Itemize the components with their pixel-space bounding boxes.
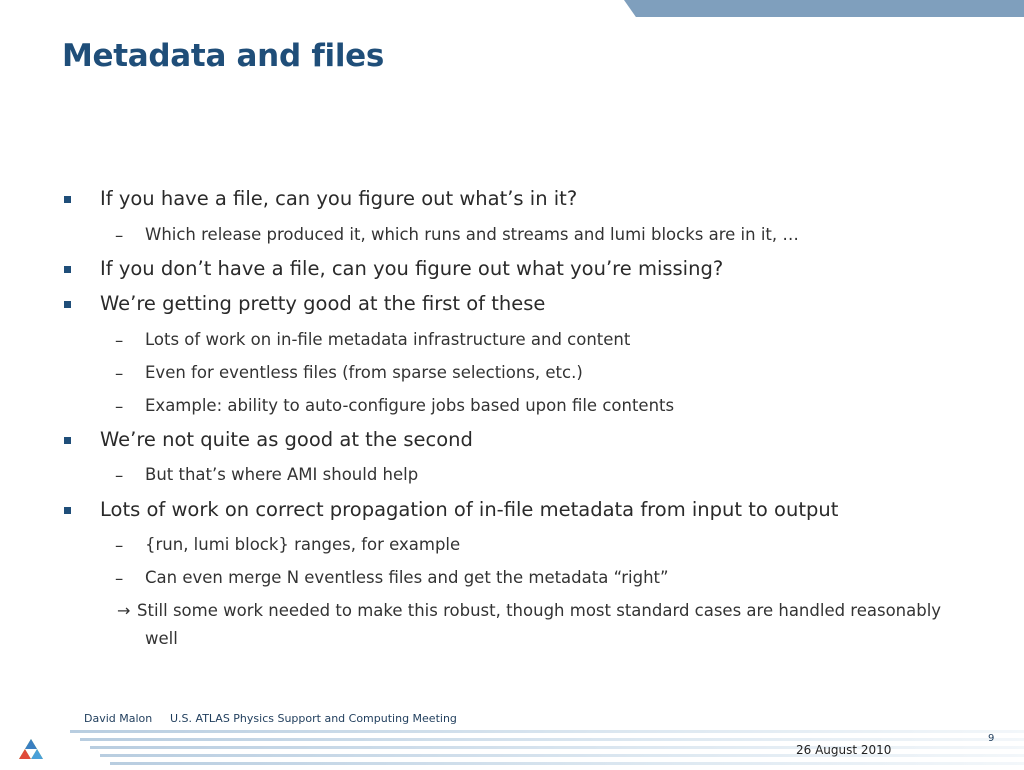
bullet-level1: If you have a file, can you figure out what’s in it? <box>100 187 578 210</box>
arrow-right-icon: → <box>117 601 131 620</box>
bullet-level3 <box>137 597 947 653</box>
bullet-level2: But that’s where AMI should help <box>145 465 419 484</box>
top-accent-bar <box>624 0 1024 17</box>
dash-bullet-icon: – <box>115 466 124 485</box>
bullet-level2: {run, lumi block} ranges, for example <box>145 535 461 554</box>
bullet-level2: Can even merge N eventless files and get the metadata “right” <box>145 568 669 587</box>
dash-bullet-icon: – <box>115 397 124 416</box>
dash-bullet-icon: – <box>115 536 124 555</box>
slide-title: Metadata and files <box>62 38 385 74</box>
dash-bullet-icon: – <box>115 569 124 588</box>
dash-bullet-icon: – <box>115 226 124 245</box>
page-number: 9 <box>988 733 995 744</box>
square-bullet-icon <box>64 507 71 514</box>
square-bullet-icon <box>64 266 71 273</box>
square-bullet-icon <box>64 301 71 308</box>
footer-date: 26 August 2010 <box>796 743 892 757</box>
dash-bullet-icon: – <box>115 331 124 350</box>
bullet-level1: If you don’t have a file, can you figure out what you’re missing? <box>100 257 724 280</box>
bullet-level2: Example: ability to auto-configure jobs based upon file contents <box>145 396 675 415</box>
footer-author: David Malon <box>84 712 153 725</box>
bullet-level1: We’re not quite as good at the second <box>100 428 473 451</box>
bullet-level2: Even for eventless files (from sparse selections, etc.) <box>145 363 583 382</box>
footer-meeting: U.S. ATLAS Physics Support and Computing Meeting <box>170 712 457 725</box>
arrow-bullet-text: Still some work needed to make this robust, though most standard cases are handled reasonably well <box>137 601 942 648</box>
bullet-level2: Which release produced it, which runs and streams and lumi blocks are in it, … <box>145 225 799 244</box>
argonne-logo-icon <box>18 738 44 760</box>
square-bullet-icon <box>64 437 71 444</box>
bullet-level1: We’re getting pretty good at the first of these <box>100 292 546 315</box>
bullet-level1: Lots of work on correct propagation of in-file metadata from input to output <box>100 498 839 521</box>
dash-bullet-icon: – <box>115 364 124 383</box>
square-bullet-icon <box>64 196 71 203</box>
bullet-level2: Lots of work on in-file metadata infrastructure and content <box>145 330 631 349</box>
